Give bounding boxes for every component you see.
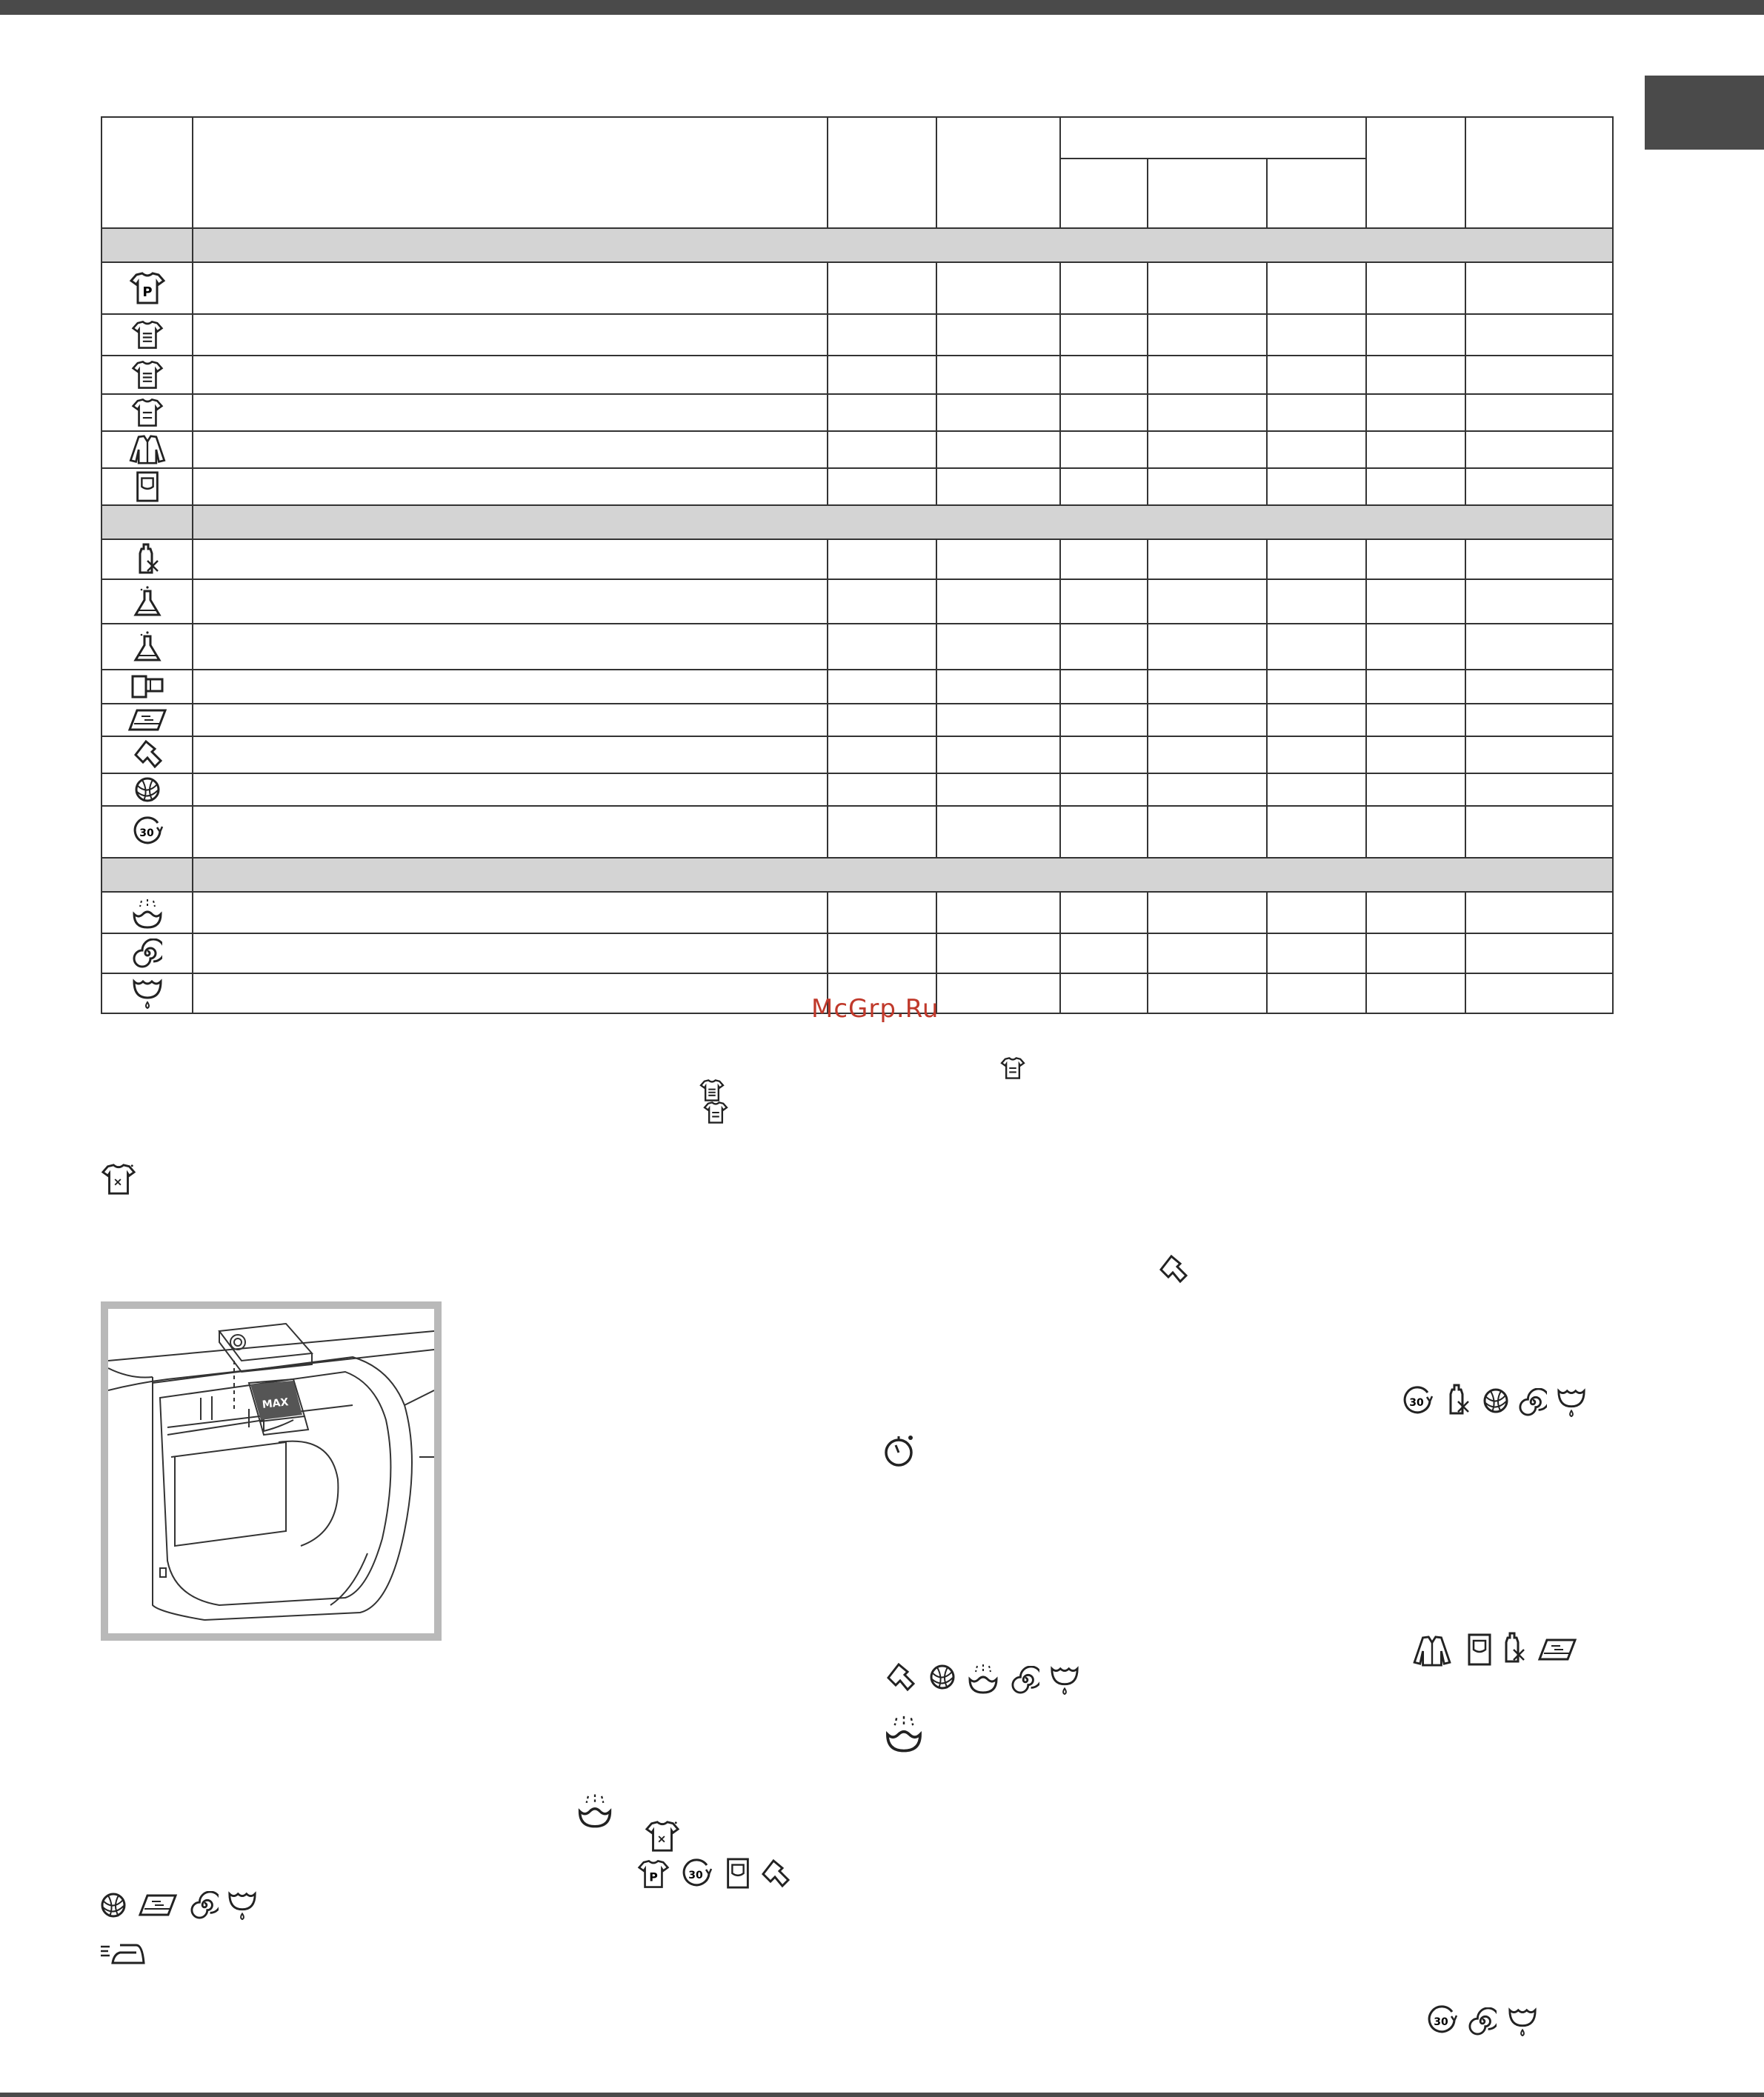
svg-text:30: 30 — [1434, 2016, 1448, 2028]
duvet-icon — [128, 707, 167, 733]
svg-text:P: P — [649, 1870, 658, 1884]
watermark-text: McGrp.Ru — [811, 994, 939, 1024]
drain-icon — [1556, 1387, 1587, 1418]
quick-30-icon — [1425, 2004, 1458, 2037]
tshirt-lines-icon — [703, 1101, 728, 1124]
svg-text:30: 30 — [139, 827, 154, 839]
silk-icon — [1158, 1255, 1188, 1284]
spin-icon — [1519, 1388, 1547, 1416]
group-row-partial — [101, 858, 1613, 892]
svg-text:P: P — [142, 284, 153, 300]
table-row — [101, 431, 1613, 468]
spin-icon — [133, 939, 162, 968]
table-row — [101, 670, 1613, 704]
table-row — [101, 262, 1613, 314]
tshirt-p-icon — [129, 272, 166, 304]
language-tab — [1645, 76, 1764, 150]
table-row — [101, 394, 1613, 431]
baby-bottle-icon — [1445, 1384, 1471, 1416]
detergent-drawer-illustration — [101, 1301, 442, 1641]
baby-bottle-icon — [134, 543, 161, 576]
spin-icon — [1011, 1666, 1039, 1694]
quick-30-icon — [131, 816, 164, 848]
silk-icon — [760, 1859, 790, 1889]
bottom-bar — [0, 2093, 1764, 2097]
top-bar — [0, 0, 1764, 15]
quick-30-icon — [680, 1858, 713, 1890]
tshirt-lines-icon — [1000, 1057, 1025, 1079]
wool-icon — [1482, 1387, 1510, 1415]
rinse-icon — [884, 1713, 924, 1753]
table-row — [101, 468, 1613, 505]
table-row — [101, 539, 1613, 579]
wool-icon — [133, 776, 162, 804]
steam-flask-icon — [133, 585, 162, 618]
rinse-icon — [967, 1661, 999, 1694]
baby-bottle-icon — [1500, 1632, 1527, 1664]
duvet-icon — [138, 1893, 178, 1918]
tshirt-lines-icon — [131, 360, 164, 390]
jeans-icon — [134, 471, 161, 502]
table-row — [101, 704, 1613, 736]
timer-icon — [884, 1432, 916, 1469]
spin-icon — [1468, 2007, 1497, 2036]
stain-tshirt-icon — [645, 1820, 680, 1853]
drain-icon — [227, 1890, 258, 1921]
table-row — [101, 736, 1613, 773]
wool-icon — [928, 1663, 956, 1691]
steam-flask-icon — [133, 630, 162, 663]
group-row-special — [101, 505, 1613, 539]
svg-text:30: 30 — [688, 1870, 703, 1881]
silk-icon — [133, 740, 162, 770]
table-row — [101, 933, 1613, 973]
table-row — [101, 579, 1613, 624]
svg-text:30: 30 — [1409, 1397, 1424, 1409]
drain-icon — [1049, 1664, 1080, 1696]
max-label: MAX — [262, 1396, 290, 1411]
table-row — [101, 624, 1613, 670]
table-row — [101, 806, 1613, 858]
shirt-icon — [1412, 1636, 1452, 1667]
spin-icon — [190, 1891, 219, 1919]
table-row — [101, 773, 1613, 806]
header-row-1 — [101, 117, 1613, 159]
quick-30-icon — [1401, 1385, 1434, 1418]
tshirt-lines-icon — [131, 320, 164, 350]
iron-icon — [99, 1941, 147, 1967]
drain-icon — [131, 977, 164, 1010]
programme-table — [101, 116, 1614, 1014]
rinse-icon — [131, 896, 164, 929]
tshirt-p-icon — [637, 1859, 670, 1889]
group-row-cotton — [101, 228, 1613, 262]
stain-tshirt-icon — [101, 1163, 136, 1196]
table-row — [101, 356, 1613, 394]
silk-icon — [885, 1663, 915, 1693]
tshirt-lines-icon — [131, 398, 164, 427]
jeans-icon — [725, 1858, 751, 1889]
towels-icon — [130, 673, 165, 700]
drain-icon — [1507, 2006, 1538, 2037]
shirt-icon — [127, 435, 167, 464]
table-row — [101, 892, 1613, 933]
jeans-icon — [1466, 1633, 1493, 1666]
rinse-icon — [576, 1791, 613, 1828]
table-row — [101, 314, 1613, 356]
wool-icon — [99, 1891, 127, 1919]
tshirt-lines-icon — [699, 1079, 725, 1101]
duvet-icon — [1537, 1637, 1577, 1662]
